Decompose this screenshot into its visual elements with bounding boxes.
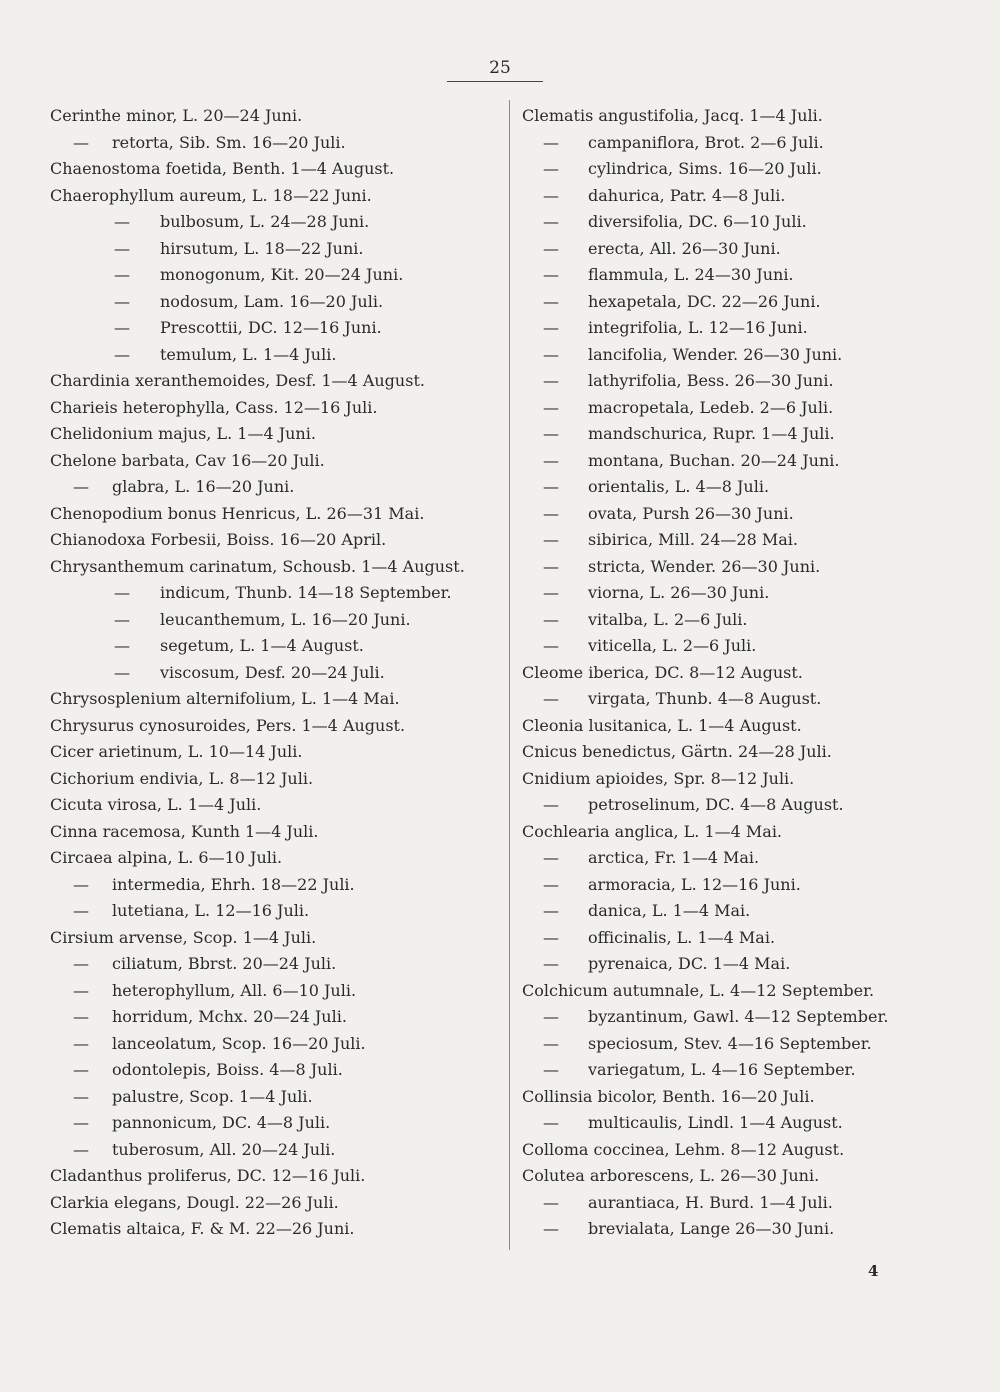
list-item: [50, 448, 500, 475]
ditto-dash: —: [114, 212, 130, 231]
entry-text: byzantinum, Gawl. 4—12 September.: [588, 1007, 889, 1026]
list-item: [522, 872, 992, 899]
ditto-dash: —: [73, 1060, 89, 1079]
list-item: [522, 156, 992, 183]
list-item: [522, 686, 992, 713]
list-item: [522, 130, 992, 157]
list-item: [522, 819, 992, 846]
ditto-dash: —: [114, 291, 130, 311]
list-item: [522, 262, 992, 289]
list-item: [50, 183, 500, 210]
entry-text: hirsutum, L. 18—22 Juni.: [160, 238, 364, 258]
list-item: [50, 368, 500, 395]
ditto-dash: —: [73, 1033, 89, 1053]
ditto-dash: —: [543, 424, 559, 443]
list-item: [522, 607, 992, 634]
list-item: [50, 1084, 500, 1111]
list-item: [522, 1031, 992, 1058]
list-item: [522, 527, 992, 554]
entry-text: Prescottii, DC. 12—16 Juni.: [160, 318, 382, 337]
list-item: [522, 978, 992, 1005]
entry-text: montana, Buchan. 20—24 Juni.: [588, 450, 840, 470]
list-item: [50, 872, 500, 899]
ditto-dash: —: [543, 1007, 559, 1026]
entry-text: Clematis altaica, F. & M. 22—26 Juni.: [50, 1219, 355, 1238]
ditto-dash: —: [543, 609, 559, 629]
entry-text: Cnidium apioides, Spr. 8—12 Juli.: [522, 768, 795, 788]
list-item: [522, 1084, 992, 1111]
entry-text: Cleonia lusitanica, L. 1—4 August.: [522, 715, 802, 735]
list-item: [50, 289, 500, 316]
left-column: [50, 103, 500, 1243]
list-item: [50, 978, 500, 1005]
entry-text: tuberosum, All. 20—24 Juli.: [112, 1139, 336, 1159]
ditto-dash: —: [543, 397, 559, 417]
entry-text: Circaea alpina, L. 6—10 Juli.: [50, 848, 283, 867]
entry-text: flammula, L. 24—30 Juni.: [588, 265, 794, 284]
list-item: [50, 607, 500, 634]
entry-text: Chaenostoma foetida, Benth. 1—4 August.: [50, 159, 395, 178]
entry-text: erecta, All. 26—30 Juni.: [588, 238, 781, 258]
right-column: [522, 103, 992, 1243]
entry-text: mandschurica, Rupr. 1—4 Juli.: [588, 424, 835, 443]
entry-text: Chrysurus cynosuroides, Pers. 1—4 August.: [50, 715, 406, 735]
entry-text: petroselinum, DC. 4—8 August.: [588, 795, 844, 814]
list-item: [50, 527, 500, 554]
ditto-dash: —: [543, 1033, 559, 1053]
list-item: [50, 395, 500, 422]
list-item: [522, 792, 992, 819]
list-item: [50, 1216, 500, 1243]
ditto-dash: —: [73, 954, 89, 973]
list-item: [522, 368, 992, 395]
entry-text: Cnicus benedictus, Gärtn. 24—28 Juli.: [522, 742, 832, 761]
entry-text: bulbosum, L. 24—28 Juni.: [160, 212, 370, 231]
ditto-dash: —: [543, 450, 559, 470]
entry-text: glabra, L. 16—20 Juni.: [112, 477, 295, 496]
entry-text: indicum, Thunb. 14—18 September.: [160, 583, 452, 602]
ditto-dash: —: [114, 238, 130, 258]
list-item: [522, 554, 992, 581]
entry-text: Cirsium arvense, Scop. 1—4 Juli.: [50, 927, 317, 947]
entry-text: hexapetala, DC. 22—26 Juni.: [588, 291, 821, 311]
list-item: [50, 819, 500, 846]
ditto-dash: —: [543, 238, 559, 258]
entry-text: pyrenaica, DC. 1—4 Mai.: [588, 954, 791, 973]
list-item: [50, 660, 500, 687]
ditto-dash: —: [73, 874, 89, 894]
ditto-dash: —: [73, 477, 89, 496]
list-item: [50, 686, 500, 713]
ditto-dash: —: [543, 689, 559, 708]
ditto-dash: —: [543, 848, 559, 867]
list-item: [50, 342, 500, 369]
list-item: [522, 474, 992, 501]
ditto-dash: —: [543, 795, 559, 814]
entry-text: lanceolatum, Scop. 16—20 Juli.: [112, 1033, 366, 1053]
list-item: [522, 421, 992, 448]
list-item: [522, 713, 992, 740]
entry-text: odontolepis, Boiss. 4—8 Juli.: [112, 1060, 343, 1079]
entry-text: Chelidonium majus, L. 1—4 Juni.: [50, 424, 316, 443]
page-number: 25: [489, 58, 511, 78]
ditto-dash: —: [543, 1060, 559, 1079]
list-item: [50, 421, 500, 448]
ditto-dash: —: [543, 556, 559, 576]
list-item: [522, 1190, 992, 1217]
ditto-dash: —: [114, 636, 130, 655]
entry-text: vitalba, L. 2—6 Juli.: [588, 609, 748, 629]
entry-text: diversifolia, DC. 6—10 Juli.: [588, 212, 807, 231]
entry-text: Chelone barbata, Cav 16—20 Juli.: [50, 450, 325, 470]
ditto-dash: —: [543, 927, 559, 947]
list-item: [522, 1110, 992, 1137]
entry-text: leucanthemum, L. 16—20 Juni.: [160, 609, 411, 629]
entry-text: Cicuta virosa, L. 1—4 Juli.: [50, 795, 262, 814]
entry-text: Colloma coccinea, Lehm. 8—12 August.: [522, 1139, 845, 1159]
entry-text: segetum, L. 1—4 August.: [160, 636, 364, 655]
ditto-dash: —: [543, 318, 559, 337]
entry-text: Cichorium endivia, L. 8—12 Juli.: [50, 768, 314, 788]
list-item: [50, 1004, 500, 1031]
entry-text: Chardinia xeranthemoides, Desf. 1—4 August.: [50, 371, 425, 390]
list-item: [522, 315, 992, 342]
list-item: [50, 1137, 500, 1164]
ditto-dash: —: [73, 980, 89, 1000]
ditto-dash: —: [543, 477, 559, 496]
entry-text: Cerinthe minor, L. 20—24 Juni.: [50, 106, 303, 125]
list-item: [50, 951, 500, 978]
entry-text: viscosum, Desf. 20—24 Juli.: [160, 662, 385, 682]
list-item: [522, 1216, 992, 1243]
entry-text: nodosum, Lam. 16—20 Juli.: [160, 291, 384, 311]
list-item: [522, 342, 992, 369]
ditto-dash: —: [543, 1219, 559, 1238]
entry-text: lutetiana, L. 12—16 Juli.: [112, 901, 310, 920]
entry-text: Chianodoxa Forbesii, Boiss. 16—20 April.: [50, 530, 387, 549]
entry-text: Clematis angustifolia, Jacq. 1—4 Juli.: [522, 106, 823, 125]
ditto-dash: —: [543, 503, 559, 523]
entry-text: Cochlearia anglica, L. 1—4 Mai.: [522, 821, 783, 841]
list-item: [522, 1004, 992, 1031]
entry-text: speciosum, Stev. 4—16 September.: [588, 1033, 872, 1053]
list-item: [50, 766, 500, 793]
list-item: [50, 554, 500, 581]
entry-text: Charieis heterophylla, Cass. 12—16 Juli.: [50, 397, 378, 417]
list-item: [522, 501, 992, 528]
entry-text: ciliatum, Bbrst. 20—24 Juli.: [112, 954, 337, 973]
ditto-dash: —: [114, 318, 130, 337]
entry-text: stricta, Wender. 26—30 Juni.: [588, 556, 821, 576]
entry-text: multicaulis, Lindl. 1—4 August.: [588, 1113, 843, 1132]
entry-text: Cinna racemosa, Kunth 1—4 Juli.: [50, 821, 319, 841]
ditto-dash: —: [114, 662, 130, 682]
entry-text: armoracia, L. 12—16 Juni.: [588, 874, 801, 894]
list-item: [50, 315, 500, 342]
entry-text: virgata, Thunb. 4—8 August.: [588, 689, 822, 708]
list-item: [50, 474, 500, 501]
list-item: [522, 898, 992, 925]
ditto-dash: —: [543, 185, 559, 205]
list-item: [522, 951, 992, 978]
entry-text: Chaerophyllum aureum, L. 18—22 Juni.: [50, 185, 372, 205]
entry-text: sibirica, Mill. 24—28 Mai.: [588, 530, 798, 549]
list-item: [522, 633, 992, 660]
list-item: [50, 713, 500, 740]
ditto-dash: —: [73, 1007, 89, 1026]
list-item: [50, 501, 500, 528]
entry-text: Collinsia bicolor, Benth. 16—20 Juli.: [522, 1086, 815, 1106]
entry-text: Chenopodium bonus Henricus, L. 26—31 Mai.: [50, 503, 425, 523]
entry-text: danica, L. 1—4 Mai.: [588, 901, 751, 920]
list-item: [522, 103, 992, 130]
ditto-dash: —: [543, 636, 559, 655]
list-item: [50, 898, 500, 925]
list-item: [50, 1163, 500, 1190]
list-item: [522, 236, 992, 263]
ditto-dash: —: [543, 291, 559, 311]
ditto-dash: —: [543, 344, 559, 364]
ditto-dash: —: [543, 1113, 559, 1132]
entry-text: macropetala, Ledeb. 2—6 Juli.: [588, 397, 834, 417]
ditto-dash: —: [543, 901, 559, 920]
entry-text: Chrysanthemum carinatum, Schousb. 1—4 August.: [50, 556, 465, 576]
list-item: [50, 580, 500, 607]
entry-text: retorta, Sib. Sm. 16—20 Juli.: [112, 132, 346, 152]
entry-text: Colutea arborescens, L. 26—30 Juni.: [522, 1166, 820, 1185]
ditto-dash: —: [543, 159, 559, 178]
entry-text: cylindrica, Sims. 16—20 Juli.: [588, 159, 822, 178]
entry-text: heterophyllum, All. 6—10 Juli.: [112, 980, 357, 1000]
list-item: [522, 183, 992, 210]
list-item: [50, 236, 500, 263]
ditto-dash: —: [543, 212, 559, 231]
list-item: [522, 1137, 992, 1164]
list-item: [50, 845, 500, 872]
entry-text: palustre, Scop. 1—4 Juli.: [112, 1086, 313, 1106]
list-item: [50, 925, 500, 952]
ditto-dash: —: [73, 901, 89, 920]
ditto-dash: —: [73, 1113, 89, 1132]
list-item: [50, 1110, 500, 1137]
ditto-dash: —: [114, 344, 130, 364]
ditto-dash: —: [73, 132, 89, 152]
entry-text: campaniflora, Brot. 2—6 Juli.: [588, 132, 824, 152]
entry-text: dahurica, Patr. 4—8 Juli.: [588, 185, 786, 205]
entry-text: horridum, Mchx. 20—24 Juli.: [112, 1007, 347, 1026]
entry-text: Chrysosplenium alternifolium, L. 1—4 Mai.: [50, 689, 400, 708]
list-item: [50, 103, 500, 130]
entry-text: Cicer arietinum, L. 10—14 Juli.: [50, 742, 303, 761]
ditto-dash: —: [73, 1139, 89, 1159]
list-item: [50, 130, 500, 157]
list-item: [522, 580, 992, 607]
entry-text: variegatum, L. 4—16 September.: [588, 1060, 856, 1079]
entry-text: Cleome iberica, DC. 8—12 August.: [522, 662, 803, 682]
list-item: [522, 395, 992, 422]
ditto-dash: —: [543, 371, 559, 390]
entry-text: temulum, L. 1—4 Juli.: [160, 344, 337, 364]
list-item: [50, 1057, 500, 1084]
list-item: [522, 1057, 992, 1084]
ditto-dash: —: [114, 265, 130, 284]
list-item: [522, 845, 992, 872]
ditto-dash: —: [543, 265, 559, 284]
list-item: [522, 448, 992, 475]
entry-text: viticella, L. 2—6 Juli.: [588, 636, 757, 655]
entry-text: arctica, Fr. 1—4 Mai.: [588, 848, 760, 867]
list-item: [50, 792, 500, 819]
ditto-dash: —: [543, 1192, 559, 1212]
list-item: [522, 209, 992, 236]
ditto-dash: —: [543, 874, 559, 894]
list-item: [50, 262, 500, 289]
ditto-dash: —: [543, 954, 559, 973]
entry-text: Colchicum autumnale, L. 4—12 September.: [522, 980, 875, 1000]
entry-text: ovata, Pursh 26—30 Juni.: [588, 503, 794, 523]
list-item: [522, 660, 992, 687]
entry-text: monogonum, Kit. 20—24 Juni.: [160, 265, 404, 284]
entry-text: lathyrifolia, Bess. 26—30 Juni.: [588, 371, 834, 390]
entry-text: officinalis, L. 1—4 Mai.: [588, 927, 776, 947]
list-item: [522, 1163, 992, 1190]
entry-text: integrifolia, L. 12—16 Juni.: [588, 318, 808, 337]
ditto-dash: —: [73, 1086, 89, 1106]
signature-mark: 4: [868, 1262, 879, 1280]
list-item: [50, 1190, 500, 1217]
entry-text: intermedia, Ehrh. 18—22 Juli.: [112, 874, 355, 894]
entry-text: brevialata, Lange 26—30 Juni.: [588, 1219, 835, 1238]
entry-text: Cladanthus proliferus, DC. 12—16 Juli.: [50, 1166, 366, 1185]
ditto-dash: —: [543, 132, 559, 152]
list-item: [522, 739, 992, 766]
ditto-dash: —: [543, 583, 559, 602]
list-item: [50, 739, 500, 766]
entry-text: aurantiaca, H. Burd. 1—4 Juli.: [588, 1192, 833, 1212]
list-item: [50, 156, 500, 183]
list-item: [522, 289, 992, 316]
entry-text: Clarkia elegans, Dougl. 22—26 Juli.: [50, 1192, 339, 1212]
entry-text: pannonicum, DC. 4—8 Juli.: [112, 1113, 331, 1132]
column-divider: [509, 100, 510, 1250]
ditto-dash: —: [114, 583, 130, 602]
entry-text: lancifolia, Wender. 26—30 Juni.: [588, 344, 843, 364]
entry-text: orientalis, L. 4—8 Juli.: [588, 477, 770, 496]
list-item: [50, 209, 500, 236]
list-item: [50, 1031, 500, 1058]
entry-text: viorna, L. 26—30 Juni.: [588, 583, 770, 602]
list-item: [522, 766, 992, 793]
ditto-dash: —: [543, 530, 559, 549]
list-item: [50, 633, 500, 660]
ditto-dash: —: [114, 609, 130, 629]
list-item: [522, 925, 992, 952]
page-number-rule: [447, 81, 543, 82]
